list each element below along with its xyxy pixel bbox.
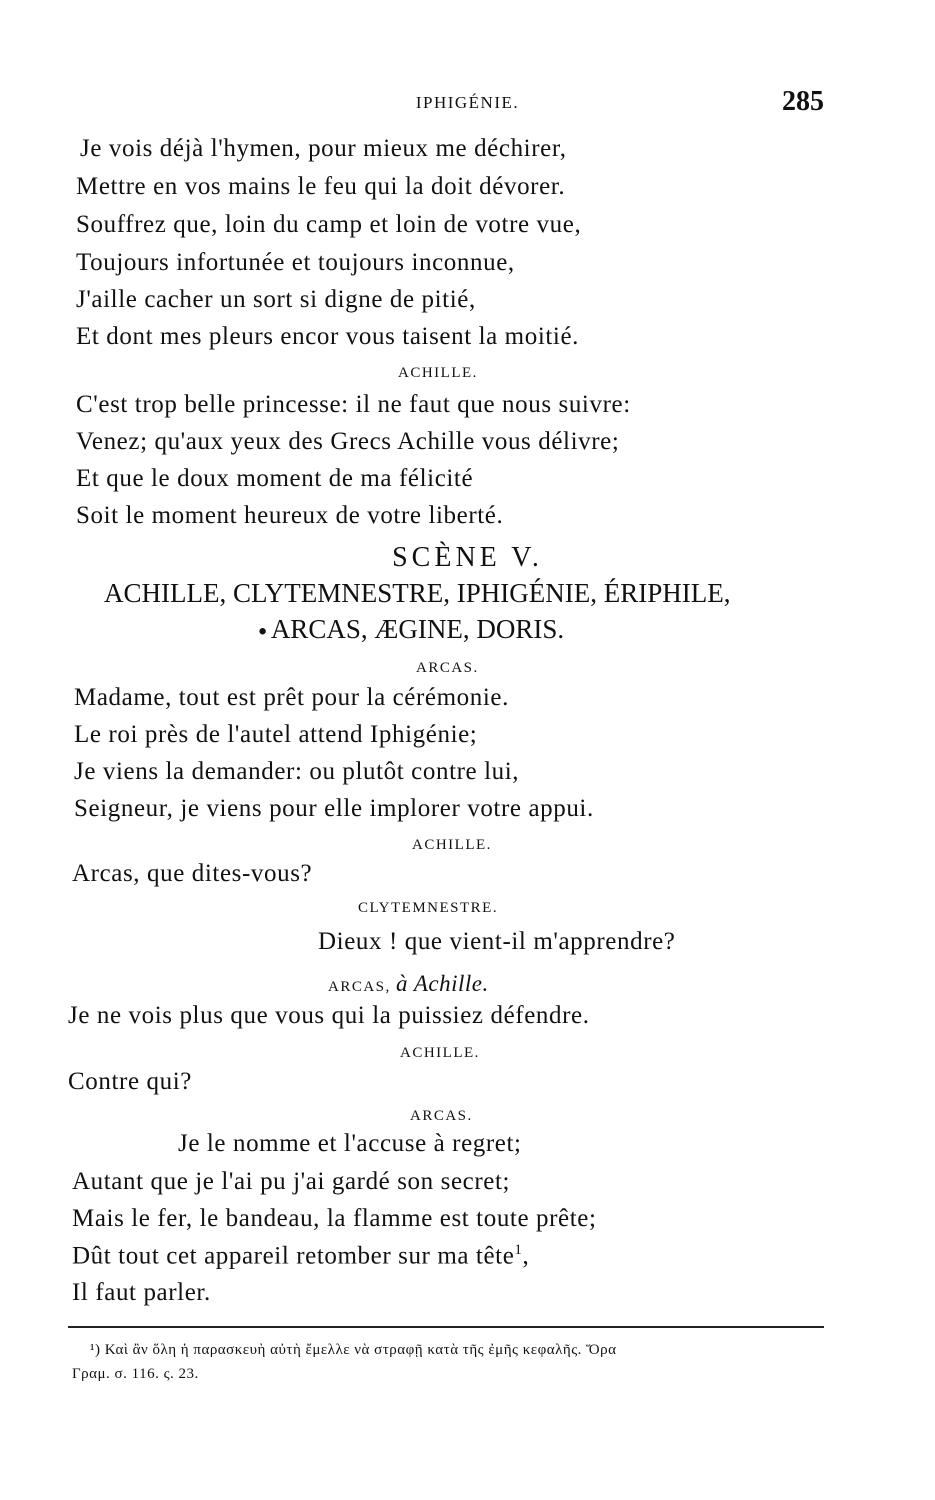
scene-cast-line: ● ARCAS, ÆGINE, DORIS. — [258, 614, 565, 644]
verse-line: Mais le fer, le bandeau, la flamme est toute prête; — [72, 1205, 597, 1232]
verse-line: Venez; qu'aux yeux des Grecs Achille vous délivre; — [76, 428, 620, 455]
verse-line: Il faut parler. — [72, 1279, 211, 1306]
verse-line: Autant que je l'ai pu j'ai gardé son secret; — [72, 1168, 511, 1195]
scene-cast-line: ACHILLE, CLYTEMNESTRE, IPHIGÉNIE, ÉRIPHILE, — [104, 578, 731, 608]
verse-line: Dieux ! que vient-il m'apprendre? — [318, 928, 676, 955]
speaker-label: CLYTEMNESTRE. — [358, 900, 499, 916]
verse-line: J'aille cacher un sort si digne de pitié, — [76, 286, 476, 313]
verse-line: Soit le moment heureux de votre liberté. — [76, 502, 504, 529]
speaker-label: ACHILLE. — [400, 1045, 480, 1061]
verse-line: Arcas, que dites-vous? — [72, 860, 313, 887]
verse-line: Et que le doux moment de ma félicité — [76, 465, 474, 492]
verse-line: C'est trop belle princesse: il ne faut que nous suivre: — [76, 391, 631, 418]
verse-line: Je vois déjà l'hymen, pour mieux me déchirer, — [80, 135, 567, 162]
speaker-label: ACHILLE. — [412, 837, 492, 853]
footnote-divider — [68, 1326, 824, 1328]
footnote-reference: 1 — [514, 1242, 523, 1258]
speaker-name: ARCAS, — [328, 979, 391, 995]
verse-line: Souffrez que, loin du camp et loin de votre vue, — [76, 211, 582, 238]
verse-line: Je viens la demander: ou plutôt contre lui, — [74, 758, 520, 785]
bullet-icon: ● — [258, 623, 271, 640]
verse-line: Le roi près de l'autel attend Iphigénie; — [74, 721, 478, 748]
verse-line: Toujours infortunée et toujours inconnue, — [76, 249, 515, 276]
verse-line: Dût tout cet appareil retomber sur ma tête$^1$, — [72, 1242, 530, 1270]
speaker-label: ARCAS. — [410, 1108, 473, 1124]
scene-title: SCÈNE V. — [392, 542, 543, 573]
verse-line: Je le nomme et l'accuse à regret; — [178, 1130, 522, 1157]
speaker-label: ARCAS. — [416, 660, 479, 676]
page-number: 285 — [782, 86, 824, 117]
verse-line: Madame, tout est prêt pour la cérémonie. — [74, 684, 509, 711]
speaker-label — [328, 971, 489, 997]
footnote-text: ¹) Καὶ ἂν ὅλη ἡ παρασκευὴ αὐτὴ ἔμελλε νὰ στραφῇ κατὰ τῆς ἐμῆς κεφαλῆς. Ὅρα — [90, 1342, 617, 1358]
verse-line: Seigneur, je viens pour elle implorer votre appui. — [74, 795, 594, 822]
verse-line: Contre qui? — [68, 1068, 192, 1095]
running-title: IPHIGÉNIE. — [415, 93, 520, 112]
footnote-marker: ¹) — [90, 1342, 101, 1358]
verse-line: Et dont mes pleurs encor vous taisent la moitié. — [76, 323, 580, 350]
stage-direction: à Achille. — [396, 971, 489, 996]
verse-line: Mettre en vos mains le feu qui la doit dévorer. — [76, 173, 566, 200]
speaker-label: ACHILLE. — [398, 365, 478, 381]
verse-line: Je ne vois plus que vous qui la puissiez défendre. — [68, 1002, 590, 1029]
footnote-text: Γραμ. σ. 116. ς. 23. — [72, 1366, 199, 1382]
